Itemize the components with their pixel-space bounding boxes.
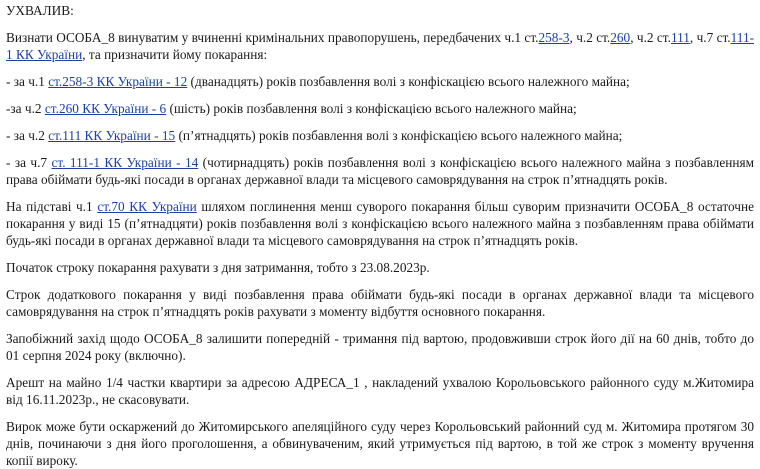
sentence-item [6, 154, 754, 188]
text: , ч.2 ст. [630, 30, 671, 45]
sentence-link[interactable]: ст.111 КК України - 15 [48, 128, 176, 143]
article-link-70[interactable]: ст.70 КК України [97, 199, 197, 214]
article-link-111-1[interactable]: 111-1 КК України [6, 30, 755, 62]
text: - за ч.2 [6, 128, 49, 143]
text: , ч.7 ст. [689, 30, 731, 45]
text: Визнати ОСОБА_8 винуватим у вчиненні кримінальних правопорушень, передбачених ч.1 ст. [6, 30, 539, 45]
text: шляхом поглинення менш суворого покарання більш суворим призначити ОСОБА_8 остаточне покарання у виді 15 (п’ятнадцяти) років позбавлення волі з конфіскацією всього належного майна з позбавленням права обіймати будь-які посади в органах державної влади та місцевого самоврядування на строк п’ятнадцять років. [6, 199, 754, 248]
guilty-paragraph [6, 29, 754, 63]
article-link-111[interactable]: 111 [670, 30, 690, 45]
basis-paragraph [6, 198, 754, 249]
text: (дванадцять) років позбавлення волі з конфіскацією всього належного майна; [187, 74, 630, 89]
text: (п’ятнадцять) років позбавлення волі з конфіскацією всього належного майна; [175, 128, 623, 143]
text: , ч.2 ст. [569, 30, 611, 45]
section-heading: УХВАЛИВ: [6, 3, 74, 18]
start-paragraph: Початок строку покарання рахувати з дня затримання, тобто з 23.08.2023р. [6, 260, 430, 275]
sentence-link[interactable]: ст. 111-1 КК України - 14 [51, 155, 199, 170]
article-link-258-3[interactable]: 258-3 [538, 30, 570, 45]
text: На підставі ч.1 [6, 199, 98, 214]
sentence-item [6, 100, 754, 117]
text: - за ч.1 [6, 74, 49, 89]
appeal-paragraph: Вирок може бути оскаржений до Житомирського апеляційного суду через Корольовський районний суд м. Житомира протягом 30 днів, починаючи з дня його проголошення, а обвинуваченим, який утримується під вартою, в той же строк з моменту вручення копії вироку. [6, 419, 754, 468]
text: (шість) років позбавлення волі з конфіскацією всього належного майна; [166, 101, 577, 116]
additional-punishment-paragraph: Строк додаткового покарання у виді позбавлення права обіймати будь-які посади в органах державної влади та місцевого самоврядування на строк п’ятнадцять років рахувати з моменту відбуття основного покарання. [6, 287, 754, 319]
sentence-link[interactable]: ст.258-3 КК України - 12 [48, 74, 188, 89]
text: - за ч.7 [6, 155, 52, 170]
text: , та призначити йому покарання: [82, 47, 268, 62]
sentence-item [6, 73, 754, 90]
preventive-measure-paragraph: Запобіжний захід щодо ОСОБА_8 залишити попередній - тримання під вартою, продовживши строк його дії на 60 днів, тобто до 01 серпня 2024 року (включно). [6, 331, 754, 363]
arrest-paragraph: Арешт на майно 1/4 частки квартири за адресою АДРЕСА_1 , накладений ухвалою Корольовського районного суду м.Житомира від 16.11.2023р., не скасовувати. [6, 375, 754, 407]
text: -за ч.2 [6, 101, 45, 116]
article-link-260[interactable]: 260 [610, 30, 631, 45]
sentence-item [6, 127, 754, 144]
sentence-link[interactable]: ст.260 КК України - 6 [44, 101, 167, 116]
text: (чотирнадцять) років позбавлення волі з конфіскацією всього належного майна з позбавленням права обіймати будь-які посади в органах державної влади та місцевого самоврядування на строк п’ятнадцять років. [6, 155, 754, 187]
